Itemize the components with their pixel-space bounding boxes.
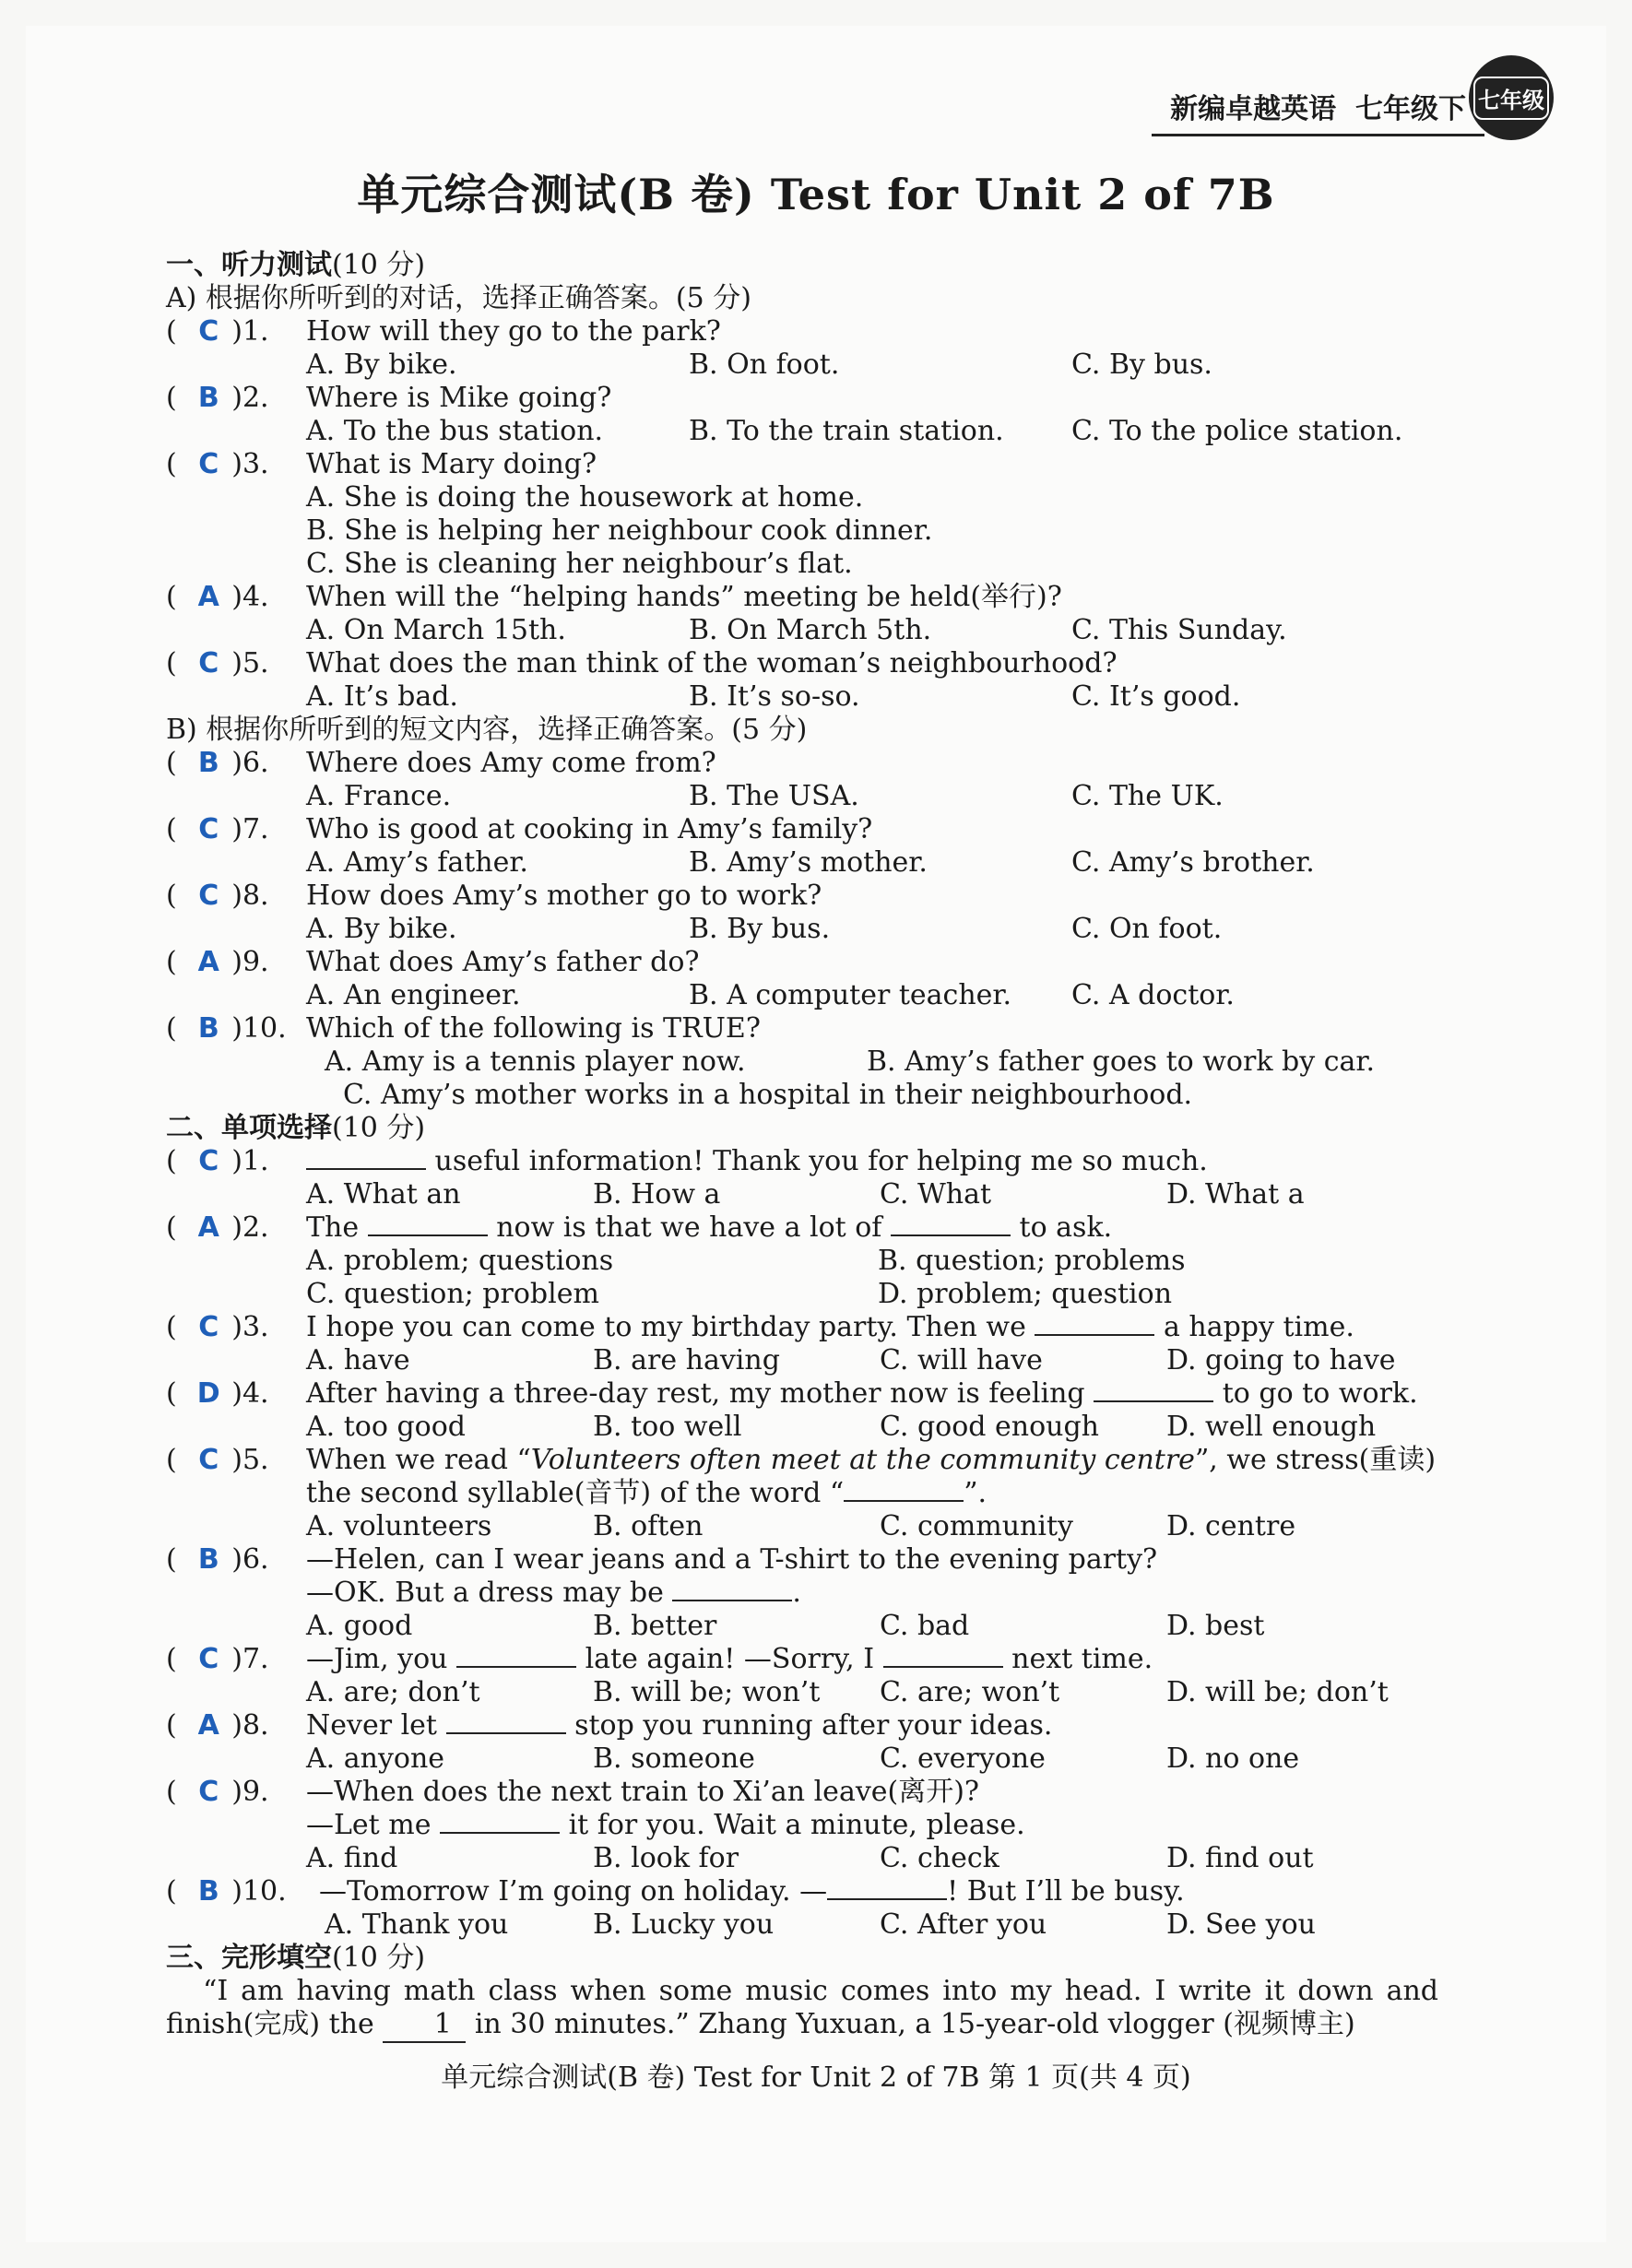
grade-badge-icon (1469, 55, 1554, 140)
worksheet-content: 一、听力测试(10 分) A) 根据你所听到的对话，选择正确答案。(5 分) ( C )1. How will they go to the park? A. By bike. B. On foot. C. By bus. ( B )2. Where is Mike going? A. To the bus station. B. To the train station. C. To the police station. ( C )3. What is Mary doing? A. She is doing the housework at home. B. She is helping her neighbour cook dinner. C. She is cleaning her neighbour’s flat. ( A )4. When will the “helping hands” meeting be held(举行)? A. On March 15th. B. On March 5th. C. This Sunday. ( C )5. What does the man think of the woman’s neighbourhood? A. It’s bad. B. It’s so-so. C. It’s good. B) 根据你所听到的短文内容，选择正确答案。(5 分) ( B )6. Where does Amy come from? A. France. B. The USA. C. The UK. ( C )7. Who is good at cooking in Amy’s family? A. Amy’s father. B. Amy’s mother. C. Amy’s brother. ( C )8. How does Amy’s mother go to work? A. By bike. B. By bus. C. On foot. ( A )9. What does Amy’s father do? A. An engineer. B. A computer teacher. C. A doctor. ( B )10. Which of the following is TRUE? A. Amy is a tennis player now. B. Amy’s father goes to work by car. C. Amy’s mother works in a hospital in their neighbourhood. 二、单项选择(10 分) ( C )1. useful information! Thank you for helping me so much. A. What an B. How a C. What D. What a ( A )2. The now is that we have a lot of to ask. A. problem; questions B. question; problems C. question; problem D. problem; question ( C )3. I hope you can come to my birthday party. Then we a happy time. A. have B. are having C. will have D. going to have ( D )4. After having a three-day rest, my mother now is feeling to go to work. A. too good B. too well C. good enough D. well enough ( C )5. When we read “Volunteers often meet at the community centre”, we stress(重读) the second syllable(音节) of the word “ ”. A. volunteers B. often C. community D. centre ( B )6. —Helen, can I wear jeans and a T-shirt to the evening party? —OK. But a dress may be . A. good B. better C. bad D. best ( C )7. —Jim, you late again! —Sorry, I next time. A. are; don’t B. will be; won’t C. are; won’t D. will be; don’t ( A )8. Never let stop you running after your ideas. A. anyone B. someone C. everyone D. no one ( C )9. —When does the next train to Xi’an leave(离开)? —Let me it for you. Wait a minute, please. A. find B. look for C. check D. find out ( B )10. —Tomorrow I’m going on holiday. — ! But I’ll be busy. A. Thank you B. Lucky you C. After you D. See you 三、完形填空(10 分) “I am having math class when some music comes into my head. I write it down and finish(完成) the 1 in 30 minutes.” Zhang Yuxuan, a 15-year-old vlogger (视频博主) (166, 249, 1438, 2043)
mc-question-7: ( C )7. —Jim, you late again! —Sorry, I next time. (166, 1643, 1153, 1675)
option: C. A doctor. (1071, 979, 1235, 1011)
mc-question-8: ( A )8. Never let stop you running after your ideas. (166, 1709, 1053, 1742)
answer-blank[interactable] (672, 1600, 792, 1601)
listening-question-1: ( C )1. How will they go to the park? (166, 315, 721, 348)
answer-mark: B (197, 747, 219, 779)
mc-question-10: ( B )10. —Tomorrow I’m going on holiday. — ! But I’ll be busy. (166, 1875, 1185, 1908)
cloze-passage: “I am having math class when some music comes into my head. I write it down and finish(完成) the 1 in 30 minutes.” Zhang Yuxuan, a 15-year-old vlogger (视频博主) (166, 1975, 1438, 2043)
grade-label: 七年级下 (1355, 92, 1466, 125)
listening-question-6: ( B )6. Where does Amy come from? (166, 747, 716, 779)
option: C. By bus. (1071, 348, 1212, 381)
listening-question-9: ( A )9. What does Amy’s father do? (166, 946, 700, 978)
mc-question-1: ( C )1. useful information! Thank you for helping me so much. (166, 1145, 1208, 1177)
book-name: 新编卓越英语 (1170, 92, 1337, 125)
answer-mark: C (198, 1311, 219, 1343)
listening-question-2: ( B )2. Where is Mike going? (166, 382, 612, 414)
answer-mark: A (197, 946, 219, 978)
answer-mark: C (198, 448, 219, 480)
mc-question-4: ( D )4. After having a three-day rest, my mother now is feeling to go to work. (166, 1377, 1418, 1410)
question-text: What does Amy’s father do? (306, 946, 700, 978)
option: A. Amy’s father. (306, 846, 528, 879)
book-header (1152, 83, 1484, 138)
answer-mark: C (198, 1776, 219, 1808)
answer-mark: A (197, 1211, 219, 1244)
option: B. It’s so-so. (689, 680, 860, 713)
grade-badge-text: 七年级 (1473, 77, 1549, 120)
answer-mark: C (198, 647, 219, 679)
answer-mark: C (198, 813, 219, 845)
option: B. Amy’s mother. (689, 846, 928, 879)
listening-question-8: ( C )8. How does Amy’s mother go to work? (166, 880, 822, 912)
answer-mark: B (197, 1012, 219, 1045)
option: C. This Sunday. (1071, 614, 1287, 646)
question-text: Where does Amy come from? (306, 747, 716, 779)
answer-blank[interactable] (456, 1666, 576, 1668)
part-a-instruction: A) 根据你所听到的对话，选择正确答案。(5 分) (166, 282, 751, 314)
option: B. She is helping her neighbour cook dinner. (306, 514, 933, 547)
answer-mark: C (198, 880, 219, 912)
mc-question-5: ( C )5. When we read “Volunteers often meet at the community centre”, we stress(重读) (166, 1444, 1437, 1476)
option: B. A computer teacher. (689, 979, 1011, 1011)
question-text: When will the “helping hands” meeting be held(举行)? (306, 581, 1062, 613)
answer-blank[interactable] (440, 1832, 560, 1834)
option: C. It’s good. (1071, 680, 1241, 713)
answer-mark: A (197, 1709, 219, 1742)
mc-question-6: ( B )6. —Helen, can I wear jeans and a T-shirt to the evening party? (166, 1543, 1158, 1576)
page-title: 单元综合测试(B 卷) Test for Unit 2 of 7B (357, 170, 1275, 219)
mc-question-2: ( A )2. The now is that we have a lot of to ask. (166, 1211, 1113, 1244)
listening-question-5: ( C )5. What does the man think of the woman’s neighbourhood? (166, 647, 1118, 679)
question-text: What does the man think of the woman’s neighbourhood? (306, 647, 1118, 679)
option: A. It’s bad. (306, 680, 458, 713)
answer-blank[interactable] (883, 1666, 1003, 1668)
option: A. France. (306, 780, 452, 812)
option: A. To the bus station. (306, 415, 604, 447)
option: A. By bike. (306, 913, 457, 945)
option: B. On March 5th. (689, 614, 932, 646)
option: C. Amy’s mother works in a hospital in their neighbourhood. (343, 1079, 1193, 1111)
cloze-blank-1[interactable]: 1 (383, 2008, 466, 2043)
section-cloze-heading: 三、完形填空(10 分) (166, 1942, 426, 1974)
answer-blank[interactable] (844, 1500, 964, 1502)
option: A. On March 15th. (306, 614, 566, 646)
answer-mark: B (197, 1875, 219, 1908)
answer-blank[interactable] (368, 1234, 488, 1236)
question-text: What is Mary doing? (306, 448, 597, 480)
question-text: How will they go to the park? (306, 315, 721, 348)
option: B. By bus. (689, 913, 831, 945)
listening-question-7: ( C )7. Who is good at cooking in Amy’s family? (166, 813, 873, 845)
listening-question-3: ( C )3. What is Mary doing? (166, 448, 597, 480)
question-text: Who is good at cooking in Amy’s family? (306, 813, 873, 845)
option: C. To the police station. (1071, 415, 1403, 447)
question-text: Where is Mike going? (306, 382, 612, 414)
answer-mark: C (198, 1145, 219, 1177)
answer-blank[interactable] (1094, 1400, 1213, 1402)
option: B. Amy’s father goes to work by car. (867, 1045, 1376, 1078)
section-multiple-choice-heading: 二、单项选择(10 分) (166, 1112, 426, 1144)
answer-mark: C (198, 1444, 219, 1476)
answer-mark: B (197, 382, 219, 414)
answer-blank[interactable] (306, 1168, 426, 1170)
listening-question-4: ( A )4. When will the “helping hands” meeting be held(举行)? (166, 581, 1062, 613)
part-b-instruction: B) 根据你所听到的短文内容，选择正确答案。(5 分) (166, 714, 808, 746)
answer-mark: A (197, 581, 219, 613)
answer-mark: C (198, 315, 219, 348)
listening-b-list (166, 747, 1438, 1012)
option: C. She is cleaning her neighbour’s flat. (306, 548, 853, 580)
option: A. Amy is a tennis player now. (325, 1045, 746, 1078)
mc-question-3: ( C )3. I hope you can come to my birthday party. Then we a happy time. (166, 1311, 1354, 1343)
option: C. The UK. (1071, 780, 1224, 812)
option: B. The USA. (689, 780, 859, 812)
page-footer: 单元综合测试(B 卷) Test for Unit 2 of 7B 第 1 页(共 4 页) (441, 2061, 1191, 2094)
option: B. On foot. (689, 348, 840, 381)
answer-mark: B (197, 1543, 219, 1576)
answer-blank[interactable] (827, 1898, 947, 1900)
mc-question-9: ( C )9. —When does the next train to Xi’an leave(离开)? (166, 1776, 980, 1808)
option: A. She is doing the housework at home. (306, 481, 864, 514)
question-text: How does Amy’s mother go to work? (306, 880, 822, 912)
option: C. On foot. (1071, 913, 1223, 945)
option: A. An engineer. (306, 979, 521, 1011)
option: A. By bike. (306, 348, 457, 381)
section-listening-heading: 一、听力测试(10 分) (166, 249, 426, 281)
answer-blank[interactable] (891, 1234, 1011, 1236)
answer-mark: C (198, 1643, 219, 1675)
answer-blank[interactable] (446, 1732, 566, 1734)
option: C. Amy’s brother. (1071, 846, 1315, 879)
option: B. To the train station. (689, 415, 1004, 447)
answer-blank[interactable] (1035, 1334, 1154, 1336)
listening-a-list (166, 315, 1438, 714)
answer-mark: D (196, 1377, 220, 1410)
listening-question-10: ( B )10. Which of the following is TRUE? (166, 1012, 761, 1045)
